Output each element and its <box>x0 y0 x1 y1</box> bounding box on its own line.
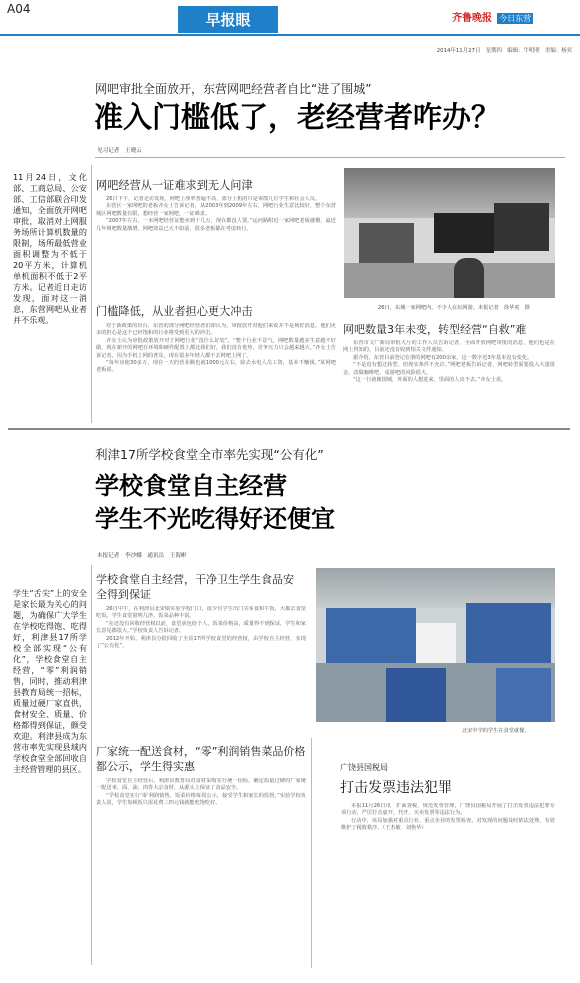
paragraph: 齐女士认为审批政策放开对于网吧行业“没什么好处”，“整个行业不景气，网吧数量越多生意越不好做，现在新开的网吧在环境和硬件配置上都比我们好，我们没有优势，竞争压力只会越来越大。”齐女士告诉记者，因为手机上网的普及，现在很多年轻人都不去网吧上网了。 <box>96 337 336 359</box>
paragraph: 东营区一家网吧的老板齐女士告诉记者，从2003年到2009年左右，网吧行业生意比较好，整个东营城区网吧数量有限，想经营一家网吧，一证难求。 <box>96 203 336 217</box>
story1-rule <box>95 157 565 158</box>
story2-byline: 本报记者 李沙娜 通讯员 王海彬 <box>97 553 187 559</box>
logo-text: 齐鲁晚报 <box>452 13 492 24</box>
photo2-caption: 北宋中学的学生在食堂就餐。 <box>462 728 530 734</box>
paragraph: 本报11月26日讯 扩面查税、规范发票管理，广饶县国税局开展了打击发票违法犯罪专项行动，严厉打击虚开、代开、买卖发票等违法行为。 <box>341 803 555 817</box>
story-divider <box>8 428 570 430</box>
story2-headline-2: 学生不光吃得好还便宜 <box>95 504 335 533</box>
story1-kicker: 网吧审批全面放开，东营网吧经营者自比“进了围城” <box>95 82 372 96</box>
brief-kicker: 广饶县国税局 <box>340 763 388 772</box>
brief-headline: 打击发票违法犯罪 <box>340 780 452 796</box>
brief-divider <box>311 738 312 968</box>
paragraph: 26日中午，在利津县北宋镇实验学校门口，很少有学生出门买零食和午饭，大都去食堂吃饭。学生食堂窗明几净，饭菜品种丰富。 <box>96 606 306 620</box>
date-line: 2014年11月27日 星期四 编辑：牛明明 美编：杨宾 <box>436 48 572 54</box>
story2-body1 <box>96 606 306 750</box>
paragraph: 东营市文广新局审批大厅的工作人员告诉记者，全面开放网吧审批的消息，他们也是在网上得知的，目前还没有收到相关文件通知。 <box>343 340 555 354</box>
photo1-caption: 26日，东城一家网吧内，不少人在玩网游。本报记者 徐华虎 摄 <box>378 305 530 311</box>
paragraph: “不是没有想过转型，但现实条件不允许。”网吧老板告诉记者，网吧转型需要投入大量资金，改做咖啡吧、桌游吧的风险很大。 <box>343 362 555 376</box>
sidebar-divider <box>91 565 92 965</box>
story1-sidebar: 11月24日，文化部、工商总局、公安部、工信部联合印发通知，全面放开网吧审批，取消对上网服务场所计算机数量的限制，场所最低营业面积调整为不低于20平方米，计算机单机面积不低于2平方米。记者近日走访发现，面对这一消息，东营网吧从业者并不乐观。 <box>13 172 87 325</box>
header-rule <box>0 34 580 36</box>
story2-kicker: 利津17所学校食堂全市率先实现“公有化” <box>95 447 324 462</box>
story1-body2 <box>96 323 336 423</box>
story2-sub2: 厂家统一配送食材，“零”利润销售菜品价格都公示，学生得实惠 <box>96 745 306 773</box>
story1-headline: 准入门槛低了，老经营者咋办？ <box>94 100 501 134</box>
story2-body2 <box>96 778 306 973</box>
story2-sub1: 学校食堂自主经营，干净卫生学生食品安全得到保证 <box>96 573 294 601</box>
paragraph: 学校食堂自主经营后，利津县教育局对食材采购实行统一招标，确定质量过硬的厂家统一配送米、面、油、肉等大宗食材，从源头上保证了食品安全。 <box>96 778 306 792</box>
sidebar-divider <box>91 165 92 423</box>
paragraph: 行动中，该局加强对重点行业、重点企业的发票检查，对发现的问题及时依法处理，有效维护了税收秩序。（王杰敏 刘艳华） <box>341 817 555 832</box>
story1-sub2: 门槛降低，从业者担心更大冲击 <box>96 305 253 318</box>
story1-body3 <box>343 340 555 422</box>
paragraph: 对于新政策的出台，东营的部分网吧经营者们却认为，审批放开对他们来说并不是利好消息，他们更多的担心是这个已经饱和的行业将受到更大的冲击。 <box>96 323 336 337</box>
story2-sidebar: 学生“舌尖”上的安全是家长最为关心的问题，为确保广大学生在学校吃得饱、吃得好，利津县17所学校全部实现“公有化”，学校食堂自主经营，“零”利润销售，同时，推动利津县教育局统一招标，质量过硬厂家直供，食材安全、质量、价格都得到保证，颇受欢迎。利津县成为东营市率先实现县域内学校食堂全部回收自主经营管理的县区。 <box>13 588 87 774</box>
logo <box>452 6 533 25</box>
story1-sub1: 网吧经营从一证难求到无人问津 <box>96 179 253 192</box>
paragraph: “学校食堂实行‘零’利润销售，饭菜价格每周公示，接受学生和家长的监督。”实验学校负责人说，学生每顿饭只需花费三四元钱就能吃饱吃好。 <box>96 792 306 807</box>
paragraph: “在还没有回收经营权以前，食堂承包给个人，饭菜价格高，质量得不到保证，学生和家长意见都很大。”学校负责人告诉记者。 <box>96 620 306 635</box>
internet-cafe-photo <box>344 168 555 298</box>
section-title: 早报眼 <box>205 11 251 29</box>
paragraph: 2012年开始，利津县分批回收了全县17所学校食堂的经营权，由学校自主经营，实现了“公有化”。 <box>96 635 306 650</box>
paragraph: “每年房租30多万，现在一天的营业额也就1000元左右，除去水电人员工资，基本不赚钱。”某网吧老板说。 <box>96 360 336 374</box>
story2-headline-1: 学校食堂自主经营 <box>95 471 287 500</box>
brief-body <box>341 803 555 971</box>
paragraph: 26日下午，记者走访发现，网吧上座率普遍不高，部分上机的只是零散几位学生和社会人员。 <box>106 196 321 202</box>
story1-body1 <box>96 196 336 300</box>
paragraph: “2007年左右，一本网吧经营证能卖到十几万，现在都没人要。”运河路附近一家网吧老板感慨，最近几年网吧数量激增，网吧效益已大不如前，很多老板都在考虑转行。 <box>96 218 336 232</box>
logo-sub: 今日东营 <box>499 14 532 23</box>
school-canteen-photo <box>316 568 555 722</box>
story1-byline: 见习记者 王晓云 <box>97 148 142 154</box>
page-number: A04 <box>7 2 31 16</box>
story1-sub3: 网吧数量3年未变，转型经营“自救”难 <box>343 323 527 336</box>
paragraph: 据介绍，东营目前登记在册的网吧有200余家，这一数字近3年基本没有变化。 <box>353 354 533 361</box>
paragraph: “这一行就像围城，外面的人想进来，里面的人出不去。”齐女士说。 <box>353 377 507 384</box>
